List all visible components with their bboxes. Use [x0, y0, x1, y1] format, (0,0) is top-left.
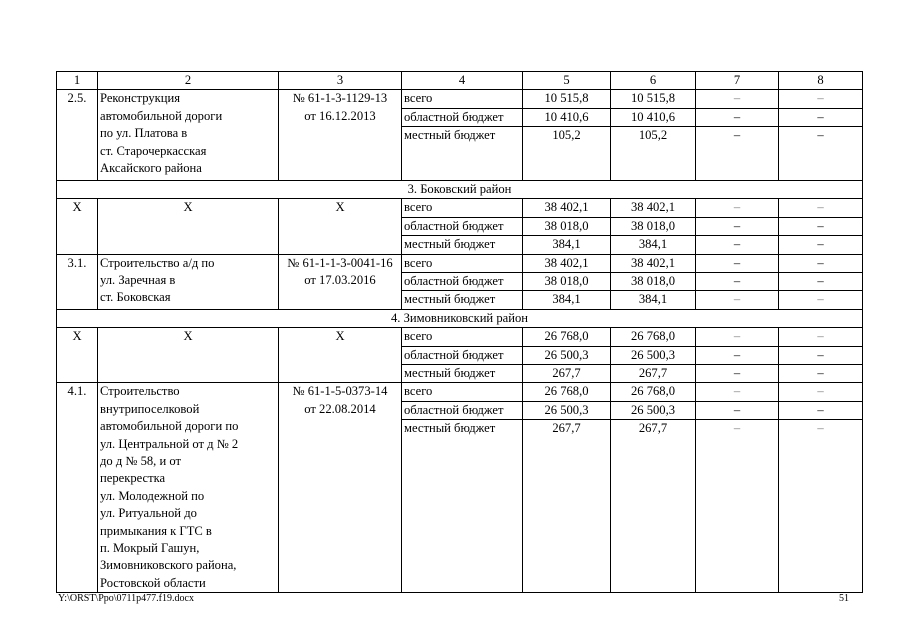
value-cell: 384,1 [523, 236, 611, 254]
name-line: п. Мокрый Гашун, [100, 541, 200, 556]
header-cell: 7 [696, 72, 779, 90]
name-line: примыкания к ГТС в [100, 523, 212, 538]
name-line: до д № 58, и от [100, 454, 181, 468]
budget-label: всего [402, 254, 523, 272]
value-cell: 267,7 [523, 364, 611, 382]
section-row [57, 180, 863, 198]
budget-label: областной бюджет [402, 108, 523, 126]
dash-cell: – [696, 291, 779, 309]
budget-label: областной бюджет [402, 217, 523, 235]
dash-cell: – [779, 383, 863, 401]
value-cell: 10 410,6 [611, 108, 696, 126]
budget-label: областной бюджет [402, 272, 523, 290]
table-row [57, 199, 863, 217]
budget-table [56, 71, 863, 593]
name-line: Строительство [100, 384, 180, 399]
dash-cell: – [779, 364, 863, 382]
name-line: Аксайского района [100, 161, 202, 176]
document-ref [279, 383, 402, 593]
dash-cell: – [696, 199, 779, 217]
name-line: автомобильной дороги [100, 108, 223, 123]
section-row [57, 309, 863, 327]
object-name [98, 254, 279, 309]
doc-line: № 61-1-1-3-0041-16 [287, 255, 393, 270]
value-cell: 267,7 [611, 420, 696, 593]
dash-cell: – [696, 90, 779, 108]
budget-label: всего [402, 328, 523, 346]
dash-cell: – [696, 236, 779, 254]
dash-cell: – [779, 90, 863, 108]
value-cell: 26 500,3 [611, 346, 696, 364]
value-cell: 384,1 [523, 291, 611, 309]
dash-cell: – [779, 346, 863, 364]
value-cell: 38 402,1 [523, 254, 611, 272]
value-cell: 26 500,3 [523, 401, 611, 419]
value-cell: 105,2 [523, 127, 611, 181]
dash-cell: – [779, 108, 863, 126]
name-line: ул. Центральной от д № 2 [100, 436, 239, 451]
budget-label: областной бюджет [402, 401, 523, 419]
value-cell: 38 018,0 [523, 217, 611, 235]
budget-label: всего [402, 90, 523, 108]
name-line: перекрестка [100, 471, 166, 486]
x-cell: Х [57, 328, 98, 383]
x-cell: Х [98, 328, 279, 383]
value-cell: 38 018,0 [523, 272, 611, 290]
dash-cell: – [779, 199, 863, 217]
header-cell: 3 [279, 72, 402, 90]
dash-cell: – [696, 127, 779, 181]
value-cell: 267,7 [523, 420, 611, 593]
dash-cell: – [696, 108, 779, 126]
x-cell: Х [98, 199, 279, 254]
value-cell: 26 768,0 [611, 328, 696, 346]
header-cell: 1 [57, 72, 98, 90]
name-line: ст. Старочеркасская [100, 143, 207, 158]
table-row [57, 90, 863, 108]
value-cell: 384,1 [611, 236, 696, 254]
value-cell: 384,1 [611, 291, 696, 309]
value-cell: 10 515,8 [611, 90, 696, 108]
name-line: внутрипоселковой [100, 401, 200, 416]
value-cell: 38 402,1 [523, 199, 611, 217]
row-number: 2.5. [57, 90, 98, 181]
value-cell: 267,7 [611, 364, 696, 382]
budget-label: местный бюджет [402, 127, 523, 181]
dash-cell: – [696, 364, 779, 382]
dash-cell: – [779, 236, 863, 254]
dash-cell: – [779, 272, 863, 290]
value-cell: 38 018,0 [611, 272, 696, 290]
header-cell: 6 [611, 72, 696, 90]
dash-cell: – [696, 254, 779, 272]
budget-label: областной бюджет [402, 346, 523, 364]
value-cell: 38 018,0 [611, 217, 696, 235]
name-line: ул. Заречная в [100, 272, 176, 287]
budget-label: всего [402, 199, 523, 217]
dash-cell: – [696, 328, 779, 346]
dash-cell: – [779, 401, 863, 419]
budget-label: местный бюджет [402, 236, 523, 254]
object-name [98, 383, 279, 593]
dash-cell: – [779, 127, 863, 181]
doc-line: от 22.08.2014 [304, 401, 376, 416]
footer-file-path: Y:\ORST\Ppo\0711p477.f19.docx [58, 593, 194, 604]
dash-cell: – [696, 272, 779, 290]
header-cell: 5 [523, 72, 611, 90]
doc-line: № 61-1-5-0373-14 [292, 384, 388, 399]
budget-label: местный бюджет [402, 364, 523, 382]
dash-cell: – [696, 346, 779, 364]
name-line: по ул. Платова в [100, 126, 188, 141]
header-cell: 2 [98, 72, 279, 90]
name-line: автомобильной дороги по [100, 419, 239, 434]
value-cell: 10 515,8 [523, 90, 611, 108]
budget-label: местный бюджет [402, 420, 523, 593]
dash-cell: – [779, 420, 863, 593]
document-ref [279, 90, 402, 181]
value-cell: 26 768,0 [523, 383, 611, 401]
table-row [57, 254, 863, 272]
x-cell: Х [279, 328, 402, 383]
name-line: Зимовниковского района, [100, 558, 237, 573]
name-line: ст. Боковская [100, 290, 171, 305]
value-cell: 26 768,0 [523, 328, 611, 346]
name-line: Строительство а/д по [100, 255, 215, 270]
section-title: 3. Боковский район [57, 180, 863, 198]
value-cell: 26 500,3 [523, 346, 611, 364]
row-number: 3.1. [57, 254, 98, 309]
dash-cell: – [779, 328, 863, 346]
dash-cell: – [696, 217, 779, 235]
document-ref [279, 254, 402, 309]
dash-cell: – [779, 291, 863, 309]
value-cell: 105,2 [611, 127, 696, 181]
budget-label: местный бюджет [402, 291, 523, 309]
object-name [98, 90, 279, 181]
dash-cell: – [779, 254, 863, 272]
section-title: 4. Зимовниковский район [57, 309, 863, 327]
value-cell: 38 402,1 [611, 254, 696, 272]
page-number: 51 [839, 593, 849, 604]
name-line: ул. Молодежной по [100, 488, 205, 503]
table-row [57, 383, 863, 401]
header-cell: 4 [402, 72, 523, 90]
dash-cell: – [696, 383, 779, 401]
table-row [57, 328, 863, 346]
budget-label: всего [402, 383, 523, 401]
value-cell: 38 402,1 [611, 199, 696, 217]
name-line: Ростовской области [100, 575, 206, 590]
dash-cell: – [696, 401, 779, 419]
doc-line: от 16.12.2013 [304, 108, 376, 123]
value-cell: 10 410,6 [523, 108, 611, 126]
dash-cell: – [779, 217, 863, 235]
doc-line: от 17.03.2016 [304, 272, 376, 287]
name-line: ул. Ритуальной до [100, 506, 197, 521]
header-cell: 8 [779, 72, 863, 90]
name-line: Реконструкция [100, 91, 181, 106]
value-cell: 26 768,0 [611, 383, 696, 401]
header-row [57, 72, 863, 90]
x-cell: Х [279, 199, 402, 254]
value-cell: 26 500,3 [611, 401, 696, 419]
dash-cell: – [696, 420, 779, 593]
doc-line: № 61-1-3-1129-13 [292, 91, 388, 106]
x-cell: Х [57, 199, 98, 254]
row-number: 4.1. [57, 383, 98, 593]
